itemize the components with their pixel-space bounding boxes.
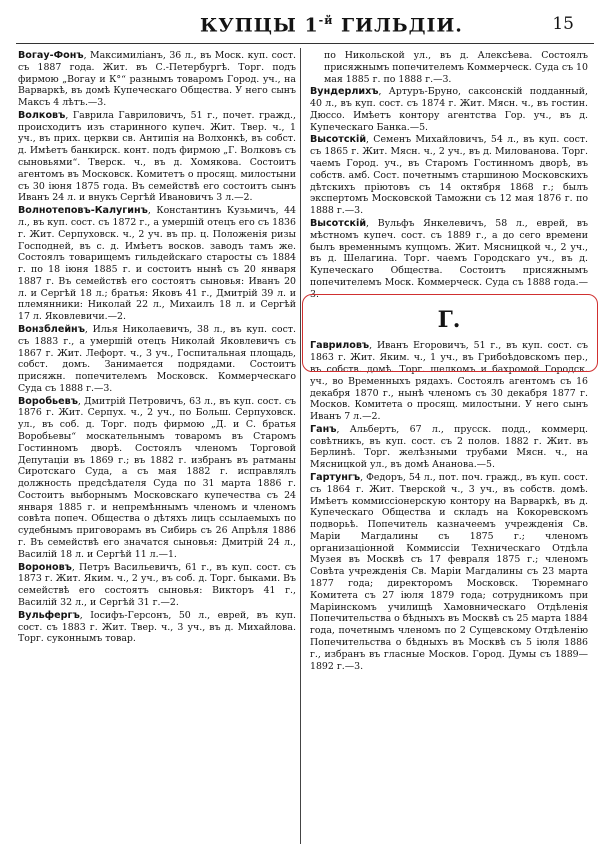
- merchant-name: Воробьевъ: [18, 395, 78, 407]
- merchant-description: , Альбертъ, 67 л., прусск. подд., коммерц. совѣтникъ, въ куп. сост. съ 2 полов. 1882 г. Жит. въ Берлинѣ. Торг. желѣзными трубами Мясн. ч., на Мясницкой ул., въ домѣ Ананова.—5.: [310, 423, 588, 471]
- merchant-name: Вульфергъ: [18, 609, 80, 621]
- section-letter: Г.: [437, 307, 461, 334]
- merchant-entry: [310, 472, 588, 672]
- merchant-entry: [18, 205, 296, 323]
- merchant-description: , Федоръ, 54 л., пот. поч. гражд., въ куп. сост. съ 1864 г. Жит. Тверской ч., 3 уч., въ собств. домѣ. Имѣетъ коммиссіонерскую контору на Варваркѣ, въ д. Купеческаго Общества и складъ на Кокоревскомъ подворьѣ. Попечитель казначеемъ учрежденія Св. Маріи Магдалины съ 1875 г.; членомъ организаціонной Коммиссіи Техническаго Отдѣла Музея въ Москвѣ съ 17 февраля 1875 г.; членомъ Совѣта учрежденія Св. Маріи Магдалины съ 23 марта 1877 года; директоромъ Московск. Тюремнаго Комитета съ 27 іюля 1879 года; сотрудникомъ при Маріинскомъ училищѣ Хамовническаго Отдѣленія Попечительства о бѣдныхъ въ Москвѣ съ 25 марта 1884 года, почетнымъ членомъ по 2 Сущевскому Отдѣленію Попечительства о бѣдныхъ въ Москвѣ съ 5 іюля 1886 г., избранъ въ гласные Москов. Город. Думы съ 1889—1892 г.—3.: [310, 472, 588, 672]
- merchant-name: Вундерлихъ: [310, 86, 379, 98]
- merchant-entry: [18, 110, 296, 204]
- title-superscript: -й: [318, 14, 334, 27]
- header-rule: [16, 43, 594, 44]
- merchant-name: Ганъ: [310, 423, 337, 435]
- merchant-entry: [18, 324, 296, 395]
- merchant-name: Вогау-Фонъ: [18, 50, 84, 61]
- merchant-description: , Константинъ Кузьмичъ, 44 л., въ куп. сост. съ 1872 г., а умершій отецъ его съ 1836 г. Жит. Серпуховск. ч., 2 уч. въ пр. ц. Положенія ризы Господней, въ с. д. Имѣетъ восков. заводъ тамъ же. Состоялъ товарищемъ гильдейскаго старосты съ 1884 г. по 18 іюня 1885 г. и состоитъ нынѣ съ 20 января 1887 г. Въ семействѣ его состоятъ сыновья: Иванъ 20 л. и Сергѣй 18 л.; братья: Яковъ 41 г., Дмитрій 39 л. и племянники: Николай 22 л., Михаилъ 18 л. и Сергѣй 17 л. Яковлевичи.—2.: [18, 205, 296, 323]
- right-column: [310, 50, 588, 673]
- merchant-name: Волковъ: [18, 109, 66, 121]
- page-number: 15: [552, 14, 574, 34]
- merchant-description: , Дмитрій Петровичъ, 63 л., въ куп. сост. съ 1876 г. Жит. Серпух. ч., 2 уч., по Больш. Серпуховск. ул., въ соб. д. Торг. подъ фирмою „Д. и С. братья Воробьевы“ москательнымъ товаромъ въ Старомъ Гостинномъ дворѣ. Состоялъ членомъ Торговой Депутаціи въ 1869 г.; въ 1882 г. избранъ въ ратманы Сиротскаго Суда, а съ мая 1882 г. исправлялъ должность предсѣдателя Суда по 31 марта 1886 г. Состоитъ выборнымъ Московскаго купечества съ 24 января 1885 г. и непремѣннымъ членомъ и членомъ совѣта попеч. Общества о дѣтяхъ лицъ ссылаемыхъ по судебнымъ приговорамъ въ Сибирь съ 26 Апрѣля 1886 г. Въ семействѣ его значатся сыновья: Дмитрій 24 л., Василій 18 л. и Сергѣй 11 л.—1.: [18, 395, 296, 560]
- merchant-entry: [310, 134, 588, 216]
- merchant-name: Высотскій: [310, 134, 367, 146]
- merchant-description: , Гаврила Гавриловичъ, 51 г., почет. гражд., происходитъ изъ старинного купеч. Жит. Твер. ч., 1 уч., въ прих. церкви св. Антипія на Волхонкѣ, въ собст. д. Имѣетъ банкирск. конт. подъ фирмою „Г. Волковъ съ сыновьями“. Тверск. ч., въ д. Хомякова. Состоитъ агентомъ въ Московск. Комитетъ о просящ. милостыни съ 30 іюня 1875 года. Въ семействѣ его состоитъ сынъ Иванъ 24 л. и внукъ Сергѣй Ивановичъ 3 л.—2.: [18, 109, 296, 204]
- merchant-description: , Семенъ Михайловичъ, 54 л., въ куп. сост. съ 1865 г. Жит. Мясн. ч., 2 уч., въ д. Милованова. Торг. чаемъ Город. уч., въ Старомъ Гостинномъ дворѣ, въ собств. амб. Сост. почетнымъ старшиною Московскихъ дѣтскихъ пріютовъ съ 14 октября 1868 г.; былъ экспертомъ Московской Таможни съ 12 мая 1876 г. по 1888 г.—3.: [310, 134, 588, 217]
- merchant-description: , Максимиліанъ, 36 л., въ Моск. куп. сост. съ 1887 года. Жит. въ С.-Петербургѣ. Торг. подъ фирмою „Вогау и К°“ разнымъ товаромъ Город. уч., на Варваркѣ, въ домѣ Купеческаго Общества. У него сынъ Максъ 4 лѣтъ.—3.: [18, 50, 296, 109]
- column-divider: [300, 48, 301, 844]
- merchant-entry: [310, 340, 588, 422]
- merchant-name: Гартунгъ: [310, 472, 361, 483]
- merchant-description: , Вульфъ Янкелевичъ, 58 л., еврей, въ мѣстномъ купеч. сост. съ 1889 г., а до сего времени былъ временнымъ купцомъ. Жит. Мясницкой ч., 2 уч., въ д. Шелагина. Торг. чаемъ Городскаго уч., въ д. Купеческаго Общества. Состоитъ присяжнымъ попечителемъ Моск. Коммерческ. Суда съ 1888 года.—3.: [310, 217, 588, 300]
- page-header: [0, 14, 604, 44]
- merchant-entry: [18, 610, 296, 645]
- merchant-name: Вонзблейнъ: [18, 323, 85, 335]
- merchant-entry: [18, 50, 296, 109]
- merchant-name: Высотскій: [310, 217, 367, 229]
- merchant-entry: [310, 86, 588, 133]
- merchant-name: Гавриловъ: [310, 340, 370, 352]
- left-column: [18, 50, 296, 646]
- merchant-description: , Илья Николаевичъ, 38 л., въ куп. сост. съ 1883 г., а умершій отецъ Николай Яковлевичъ съ 1867 г. Жит. Лефорт. ч., 3 уч., Госпитальная площадь, собст. домъ. Занимается подрядами. Состоитъ присяжн. попечителемъ Московск. Коммерческаго Суда съ 1888 г.—3.: [18, 323, 296, 394]
- merchant-entry: [310, 424, 588, 471]
- merchant-description: , Іосифъ-Герсонъ, 50 л., еврей, въ куп. сост. съ 1883 г. Жит. Твер. ч., 3 уч., въ д. Михайлова. Торг. суконнымъ товар.: [18, 609, 296, 645]
- merchant-description: , Артуръ-Бруно, саксонскій подданный, 40 л., въ куп. сост. съ 1874 г. Жит. Мясн. ч., въ гостин. Дюссо. Имѣетъ контору агентства Гор. уч., въ д. Купеческаго Банка.—5.: [310, 86, 588, 133]
- merchant-entry: [310, 218, 588, 300]
- merchant-description: , Петръ Васильевичъ, 61 г., въ куп. сост. съ 1873 г. Жит. Яким. ч., 2 уч., въ соб. д. Торг. быками. Въ семействѣ его состоятъ сыновья: Викторъ 41 г., Василій 32 л., и Сергѣй 31 г.—2.: [18, 561, 296, 608]
- entry-continuation: по Никольской ул., въ д. Алексѣева. Состоялъ присяжнымъ попечителемъ Коммерческ. Суда съ 10 мая 1885 г. по 1888 г.—3.: [324, 50, 588, 85]
- merchant-entry: [18, 396, 296, 561]
- page-title: КУПЦЫ $1^{-й}$ ГИЛЬДІИ.: [200, 14, 463, 37]
- merchant-name: Волнотеповъ-Калугинъ: [18, 205, 148, 217]
- merchant-name: Вороновъ: [18, 561, 72, 573]
- merchant-description: , Иванъ Егоровичъ, 51 г., въ куп. сост. съ 1863 г. Жит. Яким. ч., 1 уч., въ Грибоѣдовскомъ пер., въ собств. домѣ. Торг. шелкомъ и бахромой Городск. уч., во Временныхъ рядахъ. Состоялъ агентомъ съ 16 декабря 1870 г., нынѣ членомъ съ 30 декабря 1877 г. Москов. Комитета о просящ. милостыни. У него сынъ Иванъ 7 л.—2.: [310, 340, 588, 423]
- merchant-entry: [18, 562, 296, 609]
